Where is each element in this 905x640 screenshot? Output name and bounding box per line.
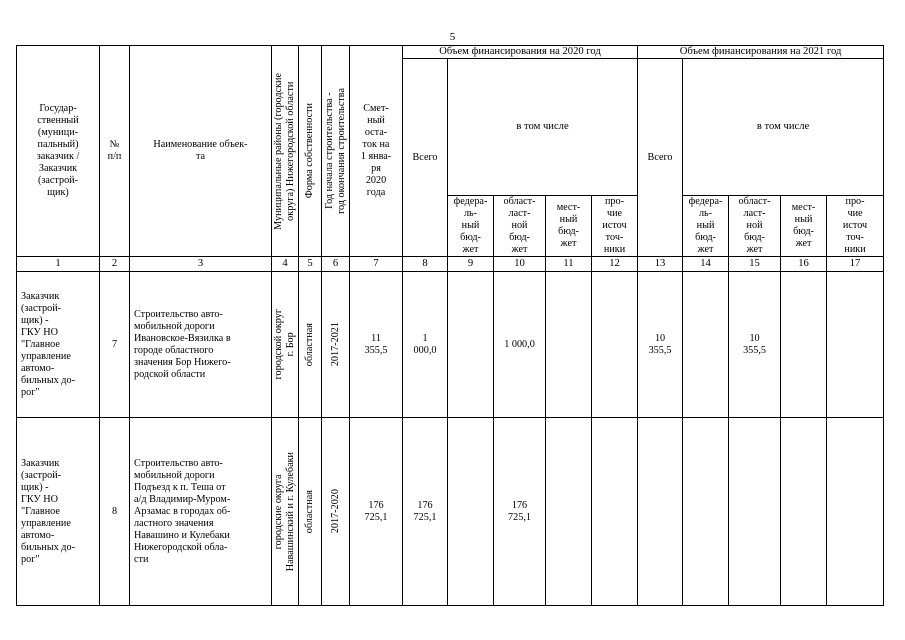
num-cell: 8 xyxy=(100,418,130,606)
column-number: 11 xyxy=(546,257,592,272)
total-2021-cell: 10 355,5 xyxy=(638,272,683,418)
header-row-1 xyxy=(17,46,884,59)
column-number-row xyxy=(17,257,884,272)
num-cell: 7 xyxy=(100,272,130,418)
header-including-2021: в том числе xyxy=(683,59,884,196)
column-number: 3 xyxy=(130,257,272,272)
header-including-2020: в том числе xyxy=(448,59,638,196)
local-2021-cell xyxy=(781,272,827,418)
object-name-cell: Строительство авто- мобильной дороги Ивановское-Вязилка в городе областного значения Бор Нижего- родской области xyxy=(130,272,272,418)
ownership-cell xyxy=(299,418,322,606)
ownership-text: областная xyxy=(304,322,315,367)
other-2021-cell xyxy=(827,272,884,418)
header-local-2021: мест- ный бюд- жет xyxy=(781,196,827,257)
header-total-2020: Всего xyxy=(403,59,448,257)
district-cell xyxy=(272,418,299,606)
total-2020-cell: 1 000,0 xyxy=(403,272,448,418)
header-regional-2021: област- ласт- ной бюд- жет xyxy=(729,196,781,257)
column-number: 2 xyxy=(100,257,130,272)
header-other-2021: про- чие источ точ- ники xyxy=(827,196,884,257)
regional-2020-cell: 176 725,1 xyxy=(494,418,546,606)
column-number: 17 xyxy=(827,257,884,272)
column-number: 9 xyxy=(448,257,494,272)
column-number: 1 xyxy=(17,257,100,272)
column-number: 16 xyxy=(781,257,827,272)
header-regional-2020: област- ласт- ной бюд- жет xyxy=(494,196,546,257)
regional-2020-cell: 1 000,0 xyxy=(494,272,546,418)
object-name-cell: Строительство авто- мобильной дороги Подъезд к п. Теша от а/д Владимир-Муром- Арзамас в городах об- ластного значения Навашино и Кулебаки Нижегородской обла- сти xyxy=(130,418,272,606)
total-2021-cell xyxy=(638,418,683,606)
header-local-2020: мест- ный бюд- жет xyxy=(546,196,592,257)
header-years: Год начала строительства - год окончания строительства xyxy=(323,88,347,214)
header-federal-2021: федера- ль- ный бюд- жет xyxy=(683,196,729,257)
header-districts: Муниципальные районы (городские округа) Нижегородской области xyxy=(273,72,296,230)
column-number: 13 xyxy=(638,257,683,272)
federal-2020-cell xyxy=(448,418,494,606)
local-2020-cell xyxy=(546,272,592,418)
regional-2021-cell: 10 355,5 xyxy=(729,272,781,418)
column-number: 5 xyxy=(299,257,322,272)
column-number: 6 xyxy=(322,257,350,272)
table-row xyxy=(17,272,884,418)
column-number: 14 xyxy=(683,257,729,272)
header-years-cell xyxy=(322,46,350,257)
financing-table xyxy=(16,45,884,606)
ownership-text: областная xyxy=(304,489,315,534)
header-federal-2020: федера- ль- ный бюд- жет xyxy=(448,196,494,257)
header-ownership-cell xyxy=(299,46,322,257)
column-number: 12 xyxy=(592,257,638,272)
column-number: 10 xyxy=(494,257,546,272)
header-fin-2021: Объем финансирования на 2021 год xyxy=(638,46,884,59)
header-districts-cell xyxy=(272,46,299,257)
table-row xyxy=(17,418,884,606)
local-2021-cell xyxy=(781,418,827,606)
years-text: 2017-2020 xyxy=(329,489,341,534)
district-cell xyxy=(272,272,299,418)
header-fin-2020: Объем финансирования на 2020 год xyxy=(403,46,638,59)
other-2021-cell xyxy=(827,418,884,606)
federal-2021-cell xyxy=(683,418,729,606)
page-number: 5 xyxy=(449,31,456,43)
header-customer: Государ- ственный (муници- пальный) заказчик / Заказчик (застрой- щик) xyxy=(17,46,100,257)
header-ownership: Форма собственности xyxy=(304,103,315,199)
federal-2020-cell xyxy=(448,272,494,418)
ownership-cell xyxy=(299,272,322,418)
district-text: городские округа Навашинский и г. Кулебаки xyxy=(273,451,296,572)
customer-cell: Заказчик (застрой- щик) - ГКУ НО "Главное управление автомо- бильных до- рог" xyxy=(17,272,100,418)
column-number: 8 xyxy=(403,257,448,272)
regional-2021-cell xyxy=(729,418,781,606)
district-text: городской округ г. Бор xyxy=(273,309,296,380)
total-2020-cell: 176 725,1 xyxy=(403,418,448,606)
header-total-2021: Всего xyxy=(638,59,683,257)
header-other-2020: про- чие источ точ- ники xyxy=(592,196,638,257)
estimate-cell: 11 355,5 xyxy=(350,272,403,418)
header-object-name: Наименование объек- та xyxy=(130,46,272,257)
years-cell xyxy=(322,418,350,606)
estimate-cell: 176 725,1 xyxy=(350,418,403,606)
years-cell xyxy=(322,272,350,418)
federal-2021-cell xyxy=(683,272,729,418)
local-2020-cell xyxy=(546,418,592,606)
other-2020-cell xyxy=(592,418,638,606)
column-number: 4 xyxy=(272,257,299,272)
column-number: 15 xyxy=(729,257,781,272)
header-num: № п/п xyxy=(100,46,130,257)
years-text: 2017-2021 xyxy=(329,322,341,367)
column-number: 7 xyxy=(350,257,403,272)
other-2020-cell xyxy=(592,272,638,418)
header-estimate: Смет- ный оста- ток на 1 янва- ря 2020 года xyxy=(350,46,403,257)
customer-cell: Заказчик (застрой- щик) - ГКУ НО "Главное управление автомо- бильных до- рог" xyxy=(17,418,100,606)
